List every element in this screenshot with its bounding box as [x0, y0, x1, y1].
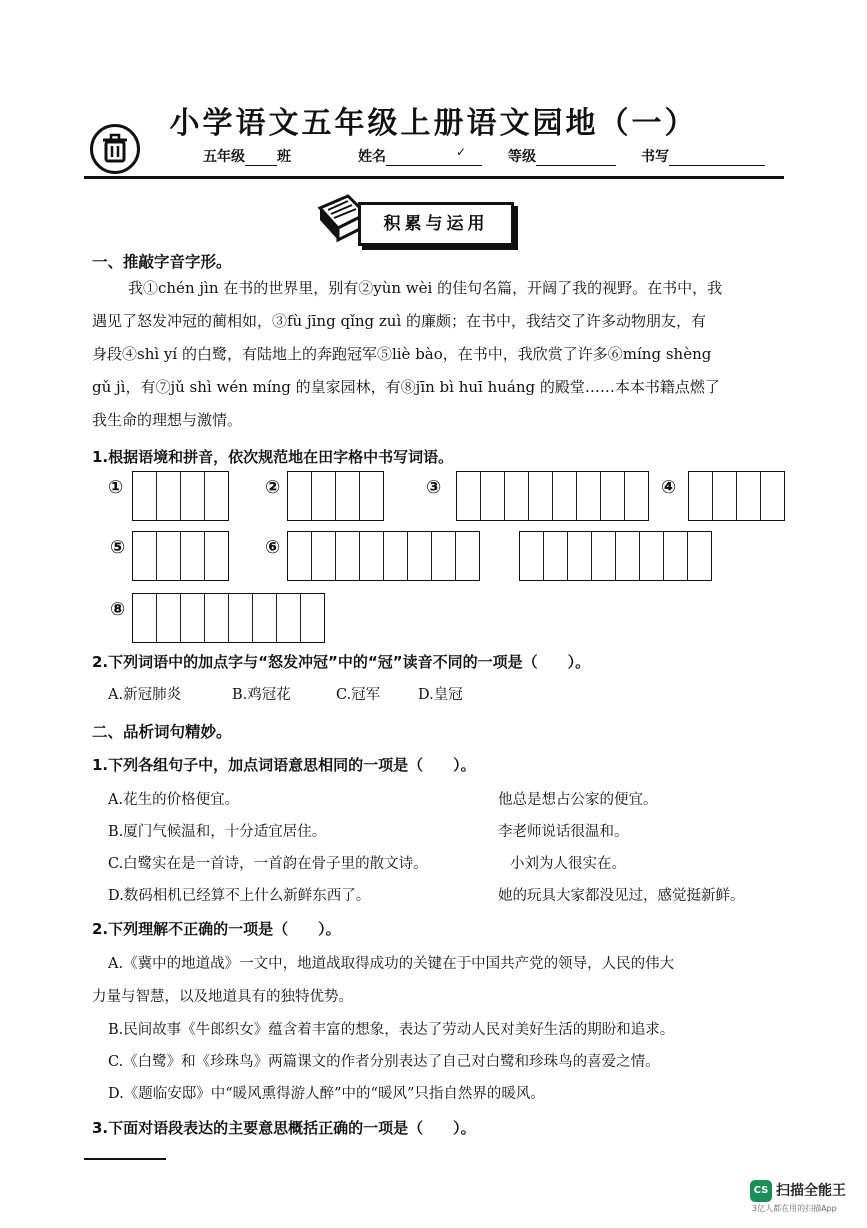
grade-field	[203, 146, 291, 166]
class-blank[interactable]	[245, 151, 277, 166]
level-blank[interactable]	[536, 151, 616, 166]
camscanner-tagline: 3亿人都在用的扫描App	[752, 1204, 837, 1213]
section1-q1: 1.根据语境和拼音，依次规范地在田字格中书写词语。	[92, 448, 454, 466]
q2-option-a[interactable]: A.新冠肺炎	[108, 687, 182, 703]
section2-q3: 3.下面对语段表达的主要意思概括正确的一项是（ ）。	[92, 1119, 476, 1137]
q2-option-d[interactable]: D.皇冠	[418, 687, 463, 703]
q2-option-d[interactable]: D.《题临安邸》中“暖风熏得游人醉”中的“暖风”只指自然界的暖风。	[108, 1086, 545, 1102]
passage-line: 我生命的理想与激情。	[92, 411, 243, 429]
grid-label: ④	[661, 477, 677, 498]
passage-line: 遇见了怒发冲冠的蔺相如，③fù jīng qǐng zuì 的廉颇；在书中，我结交了许多动物朋友，有	[92, 312, 707, 330]
writing-grid[interactable]	[519, 531, 712, 581]
writing-grid[interactable]	[688, 471, 785, 521]
footer-divider	[84, 1158, 166, 1160]
level-label: 等级	[508, 149, 536, 165]
q2-option-c[interactable]: C.冠军	[336, 687, 381, 703]
grid-label: ②	[265, 477, 281, 498]
name-field	[358, 146, 482, 166]
passage-line: 身段④shì yí 的白鹭，有陆地上的奔跑冠军⑤liè bào，在书中，我欣赏了许多⑥míng shèng	[92, 345, 712, 363]
writing-grid[interactable]	[287, 471, 384, 521]
q1-option-left[interactable]: D.数码相机已经算不上什么新鲜东西了。	[108, 888, 371, 904]
section2-q2: 2.下列理解不正确的一项是（ ）。	[92, 920, 341, 938]
name-mark: ✓	[456, 145, 467, 159]
grid-label: ⑧	[110, 599, 126, 620]
writing-field	[641, 146, 765, 166]
q2-option-b[interactable]: B.民间故事《牛郎织女》蕴含着丰富的想象，表达了劳动人民对美好生活的期盼和追求。	[108, 1022, 675, 1038]
q1-option-right: 小刘为人很实在。	[510, 856, 626, 872]
writing-grid[interactable]	[456, 471, 649, 521]
q1-option-left[interactable]: B.厦门气候温和，十分适宜居住。	[108, 824, 327, 840]
q2-option-b[interactable]: B.鸡冠花	[232, 687, 291, 703]
grade-label: 五年级	[203, 149, 245, 165]
grid-label: ⑤	[110, 537, 126, 558]
writing-label: 书写	[641, 149, 669, 165]
q1-option-left[interactable]: A.花生的价格便宜。	[108, 792, 240, 808]
writing-grid[interactable]	[132, 593, 325, 643]
q1-option-left[interactable]: C.白鹭实在是一首诗，一首韵在骨子里的散文诗。	[108, 856, 428, 872]
q1-option-right: 她的玩具大家都没见过，感觉挺新鲜。	[498, 888, 745, 904]
camscanner-logo: CS	[750, 1180, 772, 1202]
q1-option-right: 李老师说话很温和。	[498, 824, 629, 840]
q2-option-a[interactable]: A.《冀中的地道战》一文中，地道战取得成功的关键在于中国共产党的领导，人民的伟大	[108, 956, 675, 972]
grid-label: ⑥	[265, 537, 281, 558]
section2-heading: 二、品析词句精妙。	[92, 723, 232, 741]
q1-option-right: 他总是想占公家的便宜。	[498, 792, 658, 808]
section2-q1: 1.下列各组句子中，加点词语意思相同的一项是（ ）。	[92, 756, 476, 774]
writing-grid[interactable]	[287, 531, 480, 581]
writing-grid[interactable]	[132, 531, 229, 581]
name-blank[interactable]	[386, 145, 482, 166]
writing-grid[interactable]	[132, 471, 229, 521]
q2-option-c[interactable]: C.《白鹭》和《珍珠鸟》两篇课文的作者分别表达了自己对白鹭和珍珠鸟的喜爱之情。	[108, 1054, 660, 1070]
writing-blank[interactable]	[669, 151, 765, 166]
level-field	[508, 146, 616, 166]
grid-label: ①	[108, 477, 124, 498]
trash-icon	[90, 124, 140, 174]
passage-line: gǔ jì，有⑦jǔ shì wén míng 的皇家园林，有⑧jīn bì huī huáng 的殿堂……本本书籍点燃了	[92, 378, 720, 396]
page-title: 小学语文五年级上册语文园地（一）	[169, 106, 698, 141]
passage-line: 我①chén jìn 在书的世界里，别有②yùn wèi 的佳句名篇，开阔了我的视野。在书中，我	[128, 279, 723, 297]
grid-label: ③	[426, 477, 442, 498]
camscanner-name: 扫描全能王	[776, 1183, 846, 1199]
section1-heading: 一、推敲字音字形。	[92, 253, 232, 271]
header-divider	[84, 176, 784, 179]
section1-q2: 2.下列词语中的加点字与“怒发冲冠”中的“冠”读音不同的一项是（ ）。	[92, 653, 591, 671]
name-label: 姓名	[358, 149, 386, 165]
class-label: 班	[277, 149, 291, 165]
q2-option-a-cont: 力量与智慧，以及地道具有的独特优势。	[92, 989, 353, 1005]
section-badge: 积累与运用	[358, 202, 514, 246]
